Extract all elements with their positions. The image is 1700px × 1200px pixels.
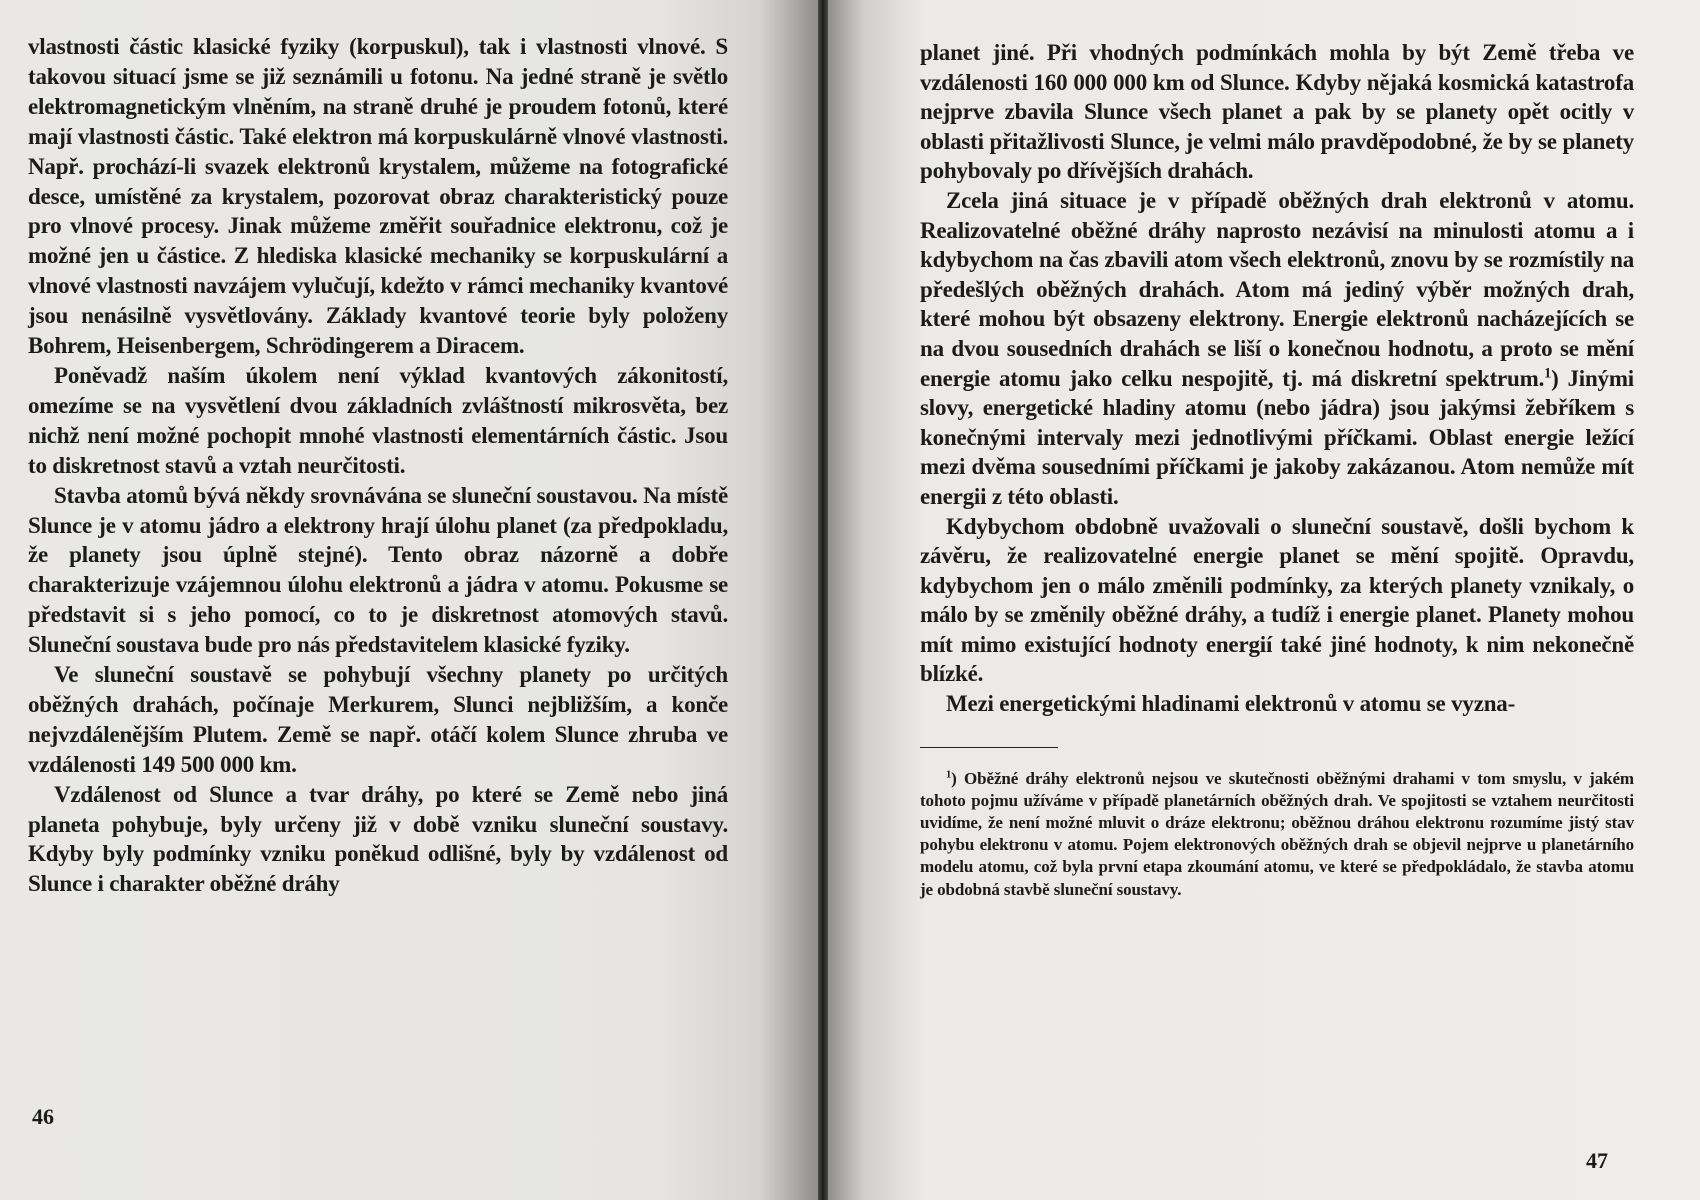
left-page-text — [28, 32, 728, 899]
paragraph: Mezi energetickými hladinami elektronů v atomu se vyzna- — [946, 691, 1516, 717]
paragraph-text: Zcela jiná situace je v případě oběžných drah elektronů v atomu. Realizovatelné oběžné dráhy naprosto nezávisí na minulosti atomu a i kdybychom na čas zbavili atom všech elektronů, znovu by se rozmístily na předešlých oběžných drahách. Atom má jediný výběr možných drah, které mohou být obsazeny elektrony. Energie elektronů nacházejících se na dvou sousedních drahách se liší o konečnou hodnotu, a proto se mění energie atomu jako celku nespojitě, tj. má diskretní spektrum. — [920, 187, 1634, 391]
paragraph-text: ) Jinými slovy, energetické hladiny atomu (nebo jádra) jsou jakýmsi žebříkem s konečnými intervaly mezi jednotlivými příčkami. Oblast energie ležící mezi dvěma sousedními příčkami je jakoby zakázanou. Atom nemůže mít energii z této oblasti. — [920, 365, 1634, 509]
footnote-reference: 1 — [1544, 364, 1552, 381]
paragraph: planet jiné. Při vhodných podmínkách mohla by být Země třeba ve vzdálenosti 160 000 000 km od Slunce. Kdyby nějaká kosmická katastrofa nejprve zbavila Slunce všech planet a pak by se planety opět ocitly v oblasti přitažlivosti Slunce, je velmi málo pravděpodobné, že by se planety pohybovaly po dřívějších drahách. — [920, 40, 1634, 184]
paragraph: vlastnosti částic klasické fyziky (korpuskul), tak i vlastnosti vlnové. S takovou situací jsme se již seznámili u fotonu. Na jedné straně je světlo elektromagnetickým vlněním, na straně druhé je proudem fotonů, které mají vlastnosti částic. Také elektron má korpuskulárně vlnové vlastnosti. Např. prochází-li svazek elektronů krystalem, můžeme na fotografické desce, umístěné za krystalem, pozorovat obraz charakteristický pouze pro vlnové procesy. Jinak můžeme změřit souřadnice elektronu, což je možné jen u částice. Z hlediska klasické mechaniky se korpuskulární a vlnové vlastnosti navzájem vylučují, kdežto v rámci mechaniky kvantové jsou nenásilně vysvětlovány. Základy kvantové teorie byly položeny Bohrem, Heisenbergem, Schrödingerem a Diracem. — [28, 34, 728, 359]
paragraph: Vzdálenost od Slunce a tvar dráhy, po které se Země nebo jiná planeta pohybuje, byly určeny již v době vzniku sluneční soustavy. Kdyby byly podmínky vzniku poněkud odlišné, byly by vzdálenost od Slunce i charakter oběžné dráhy — [28, 781, 728, 897]
paragraph: Kdybychom obdobně uvažovali o sluneční soustavě, došli bychom k závěru, že realizovatelné energie planet se mění spojitě. Opravdu, kdybychom jen o málo změnili podmínky, za kterých planety vznikaly, o málo by se změnily oběžné dráhy, a tudíž i energie planet. Planety mohou mít mimo existující hodnoty energií také jiné hodnoty, k nim nekonečně blízké. — [920, 513, 1634, 687]
book-gutter — [818, 0, 828, 1200]
paragraph: Poněvadž naším úkolem není výklad kvantových zákonitostí, omezíme se na vysvětlení dvou základních zvláštností mikrosvěta, bez nichž není možné pochopit mnohé vlastnosti elementárních částic. Jsou to diskretnost stavů a vztah neurčitosti. — [28, 362, 728, 478]
paragraph — [920, 186, 1634, 512]
footnote-paragraph — [920, 768, 1634, 901]
right-page-text — [920, 38, 1634, 719]
footnote-text: ) Oběžné dráhy elektronů nejsou ve skutečnosti oběžnými drahami v tom smyslu, v jakém tohoto pojmu užíváme v případě planetárních oběžných drah. Ve spojitosti se vztahem neurčitosti uvidíme, že není možné mluvit o dráze elektronu; oběžnou dráhou elektronu rozumíme jistý stav pohybu elektronu v atomu. Pojem elektronových oběžných drah se objevil nejprve u planetárního modelu atomu, což byla první etapa zkoumání atomu, ve které se předpokládalo, že stavba atomu je obdobná stavbě sluneční soustavy. — [920, 768, 1634, 899]
footnote-divider — [920, 747, 1058, 748]
paragraph: Ve sluneční soustavě se pohybují všechny planety po určitých oběžných drahách, počínaje Merkurem, Slunci nejbližším, a konče nejvzdálenějším Plutem. Země se např. otáčí kolem Slunce zhruba ve vzdálenosti 149 500 000 km. — [28, 662, 728, 777]
right-page — [828, 0, 1700, 1200]
footnote — [920, 768, 1634, 901]
footnote-marker: 1 — [946, 769, 952, 780]
left-page — [0, 0, 818, 1200]
page-number-right: 47 — [1586, 1148, 1608, 1173]
paragraph: Stavba atomů bývá někdy srovnávána se sluneční soustavou. Na místě Slunce je v atomu jádro a elektrony hrají úlohu planet (za předpokladu, že planety jsou úplně stejné). Tento obraz názorně a dobře charakterizuje vzájemnou úlohu elektronů a jádra v atomu. Pokusme se představit si s jeho pomocí, co to je diskretnost atomových stavů. Sluneční soustava bude pro nás představitelem klasické fyziky. — [28, 482, 728, 658]
page-number-left: 46 — [32, 1104, 54, 1129]
